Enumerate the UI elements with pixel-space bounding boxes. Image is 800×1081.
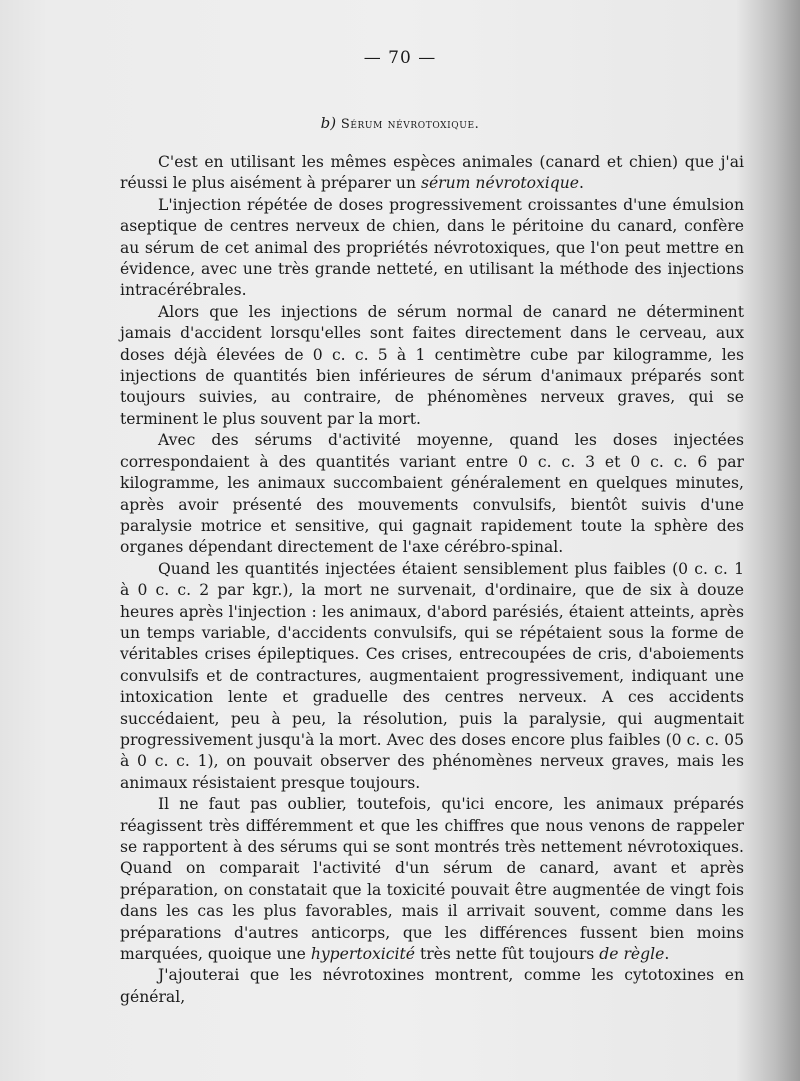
paragraph: Avec des sérums d'activité moyenne, quand les doses injectées correspondaient à des quantités variant entre 0 c. c. 3 et 0 c. c. 6 par kilogramme, les animaux succombaient généralement en quelques minutes, après avoir présenté des mouvements convulsifs, bientôt suivis d'une paralysie motrice et sensitive, qui gagnait rapidement toute la sphère des organes dépendant directement de l'axe cérébro-spinal. — [120, 431, 744, 557]
paragraph-text: Il ne faut pas oublier, toutefois, qu'ici encore, les animaux préparés réagissent très différemment et que les chiffres que nous venons de rappeler se rapportent à des sérums qui se sont montrés très nettement névrotoxiques. Quand on comparait l'activité d'un sérum de canard, avant et après préparation, on constatait que la toxicité pouvait être augmentée de vingt fois dans les cas les plus favorables, mais il arrivait souvent, comme dans les préparations d'autres anticorps, que les différences fussent bien moins marquées, quoique une — [120, 795, 744, 964]
emphasized-term: sérum névrotoxique — [420, 174, 580, 193]
body-text — [120, 152, 744, 1008]
paragraph-text: . — [579, 174, 585, 193]
section-marker: b) — [320, 114, 337, 132]
paragraph-text: très nette fût toujours — [415, 945, 600, 964]
paragraph — [120, 152, 744, 195]
emphasized-term: hypertoxicité — [310, 945, 415, 964]
emphasized-term: de règle — [599, 945, 665, 964]
paragraph-text: C'est en utilisant les mêmes espèces animales (canard et chien) que j'ai réussi le plus aisément à préparer un — [120, 153, 744, 193]
paragraph: L'injection répétée de doses progressivement croissantes d'une émulsion aseptique de centres nerveux de chien, dans le péritoine du canard, confère au sérum de cet animal des propriétés névrotoxiques, que l'on peut mettre en évidence, avec une très grande netteté, en utilisant la méthode des injections intracérébrales. — [120, 195, 744, 300]
section-title — [0, 114, 800, 132]
paragraph: Alors que les injections de sérum normal de canard ne déterminent jamais d'accident lorsqu'elles sont faites directement dans le cerveau, aux doses déjà élevées de 0 c. c. 5 à 1 centimètre cube par kilogramme, les injections de quantités bien inférieures de sérum d'animaux préparés sont toujours suivies, au contraire, de phénomènes nerveux graves, qui se terminent le plus souvent par la mort. — [120, 302, 744, 428]
paragraph — [120, 794, 744, 965]
paragraph: J'ajouterai que les névrotoxines montrent, comme les cytotoxines en général, — [120, 966, 744, 1006]
section-heading: Sérum névrotoxique. — [340, 117, 480, 132]
page-number: — 70 — — [363, 48, 437, 68]
paragraph-text: . — [664, 945, 670, 964]
paragraph: Quand les quantités injectées étaient sensiblement plus faibles (0 c. c. 1 à 0 c. c. 2 par kgr.), la mort ne survenait, d'ordinaire, que de six à douze heures après l'injection : les animaux, d'abord parésiés, étaient atteints, après un temps variable, d'accidents convulsifs, qui se répétaient sous la forme de véritables crises épileptiques. Ces crises, entrecoupées de cris, d'aboiements convulsifs et de contractures, augmentaient progressivement, indiquant une intoxication lente et graduelle des centres nerveux. A ces accidents succédaient, peu à peu, la résolution, puis la paralysie, qui augmentait progressivement jusqu'à la mort. Avec des doses encore plus faibles (0 c. c. 05 à 0 c. c. 1), on pouvait observer des phénomènes nerveux graves, mais les animaux résistaient presque toujours. — [120, 559, 744, 792]
